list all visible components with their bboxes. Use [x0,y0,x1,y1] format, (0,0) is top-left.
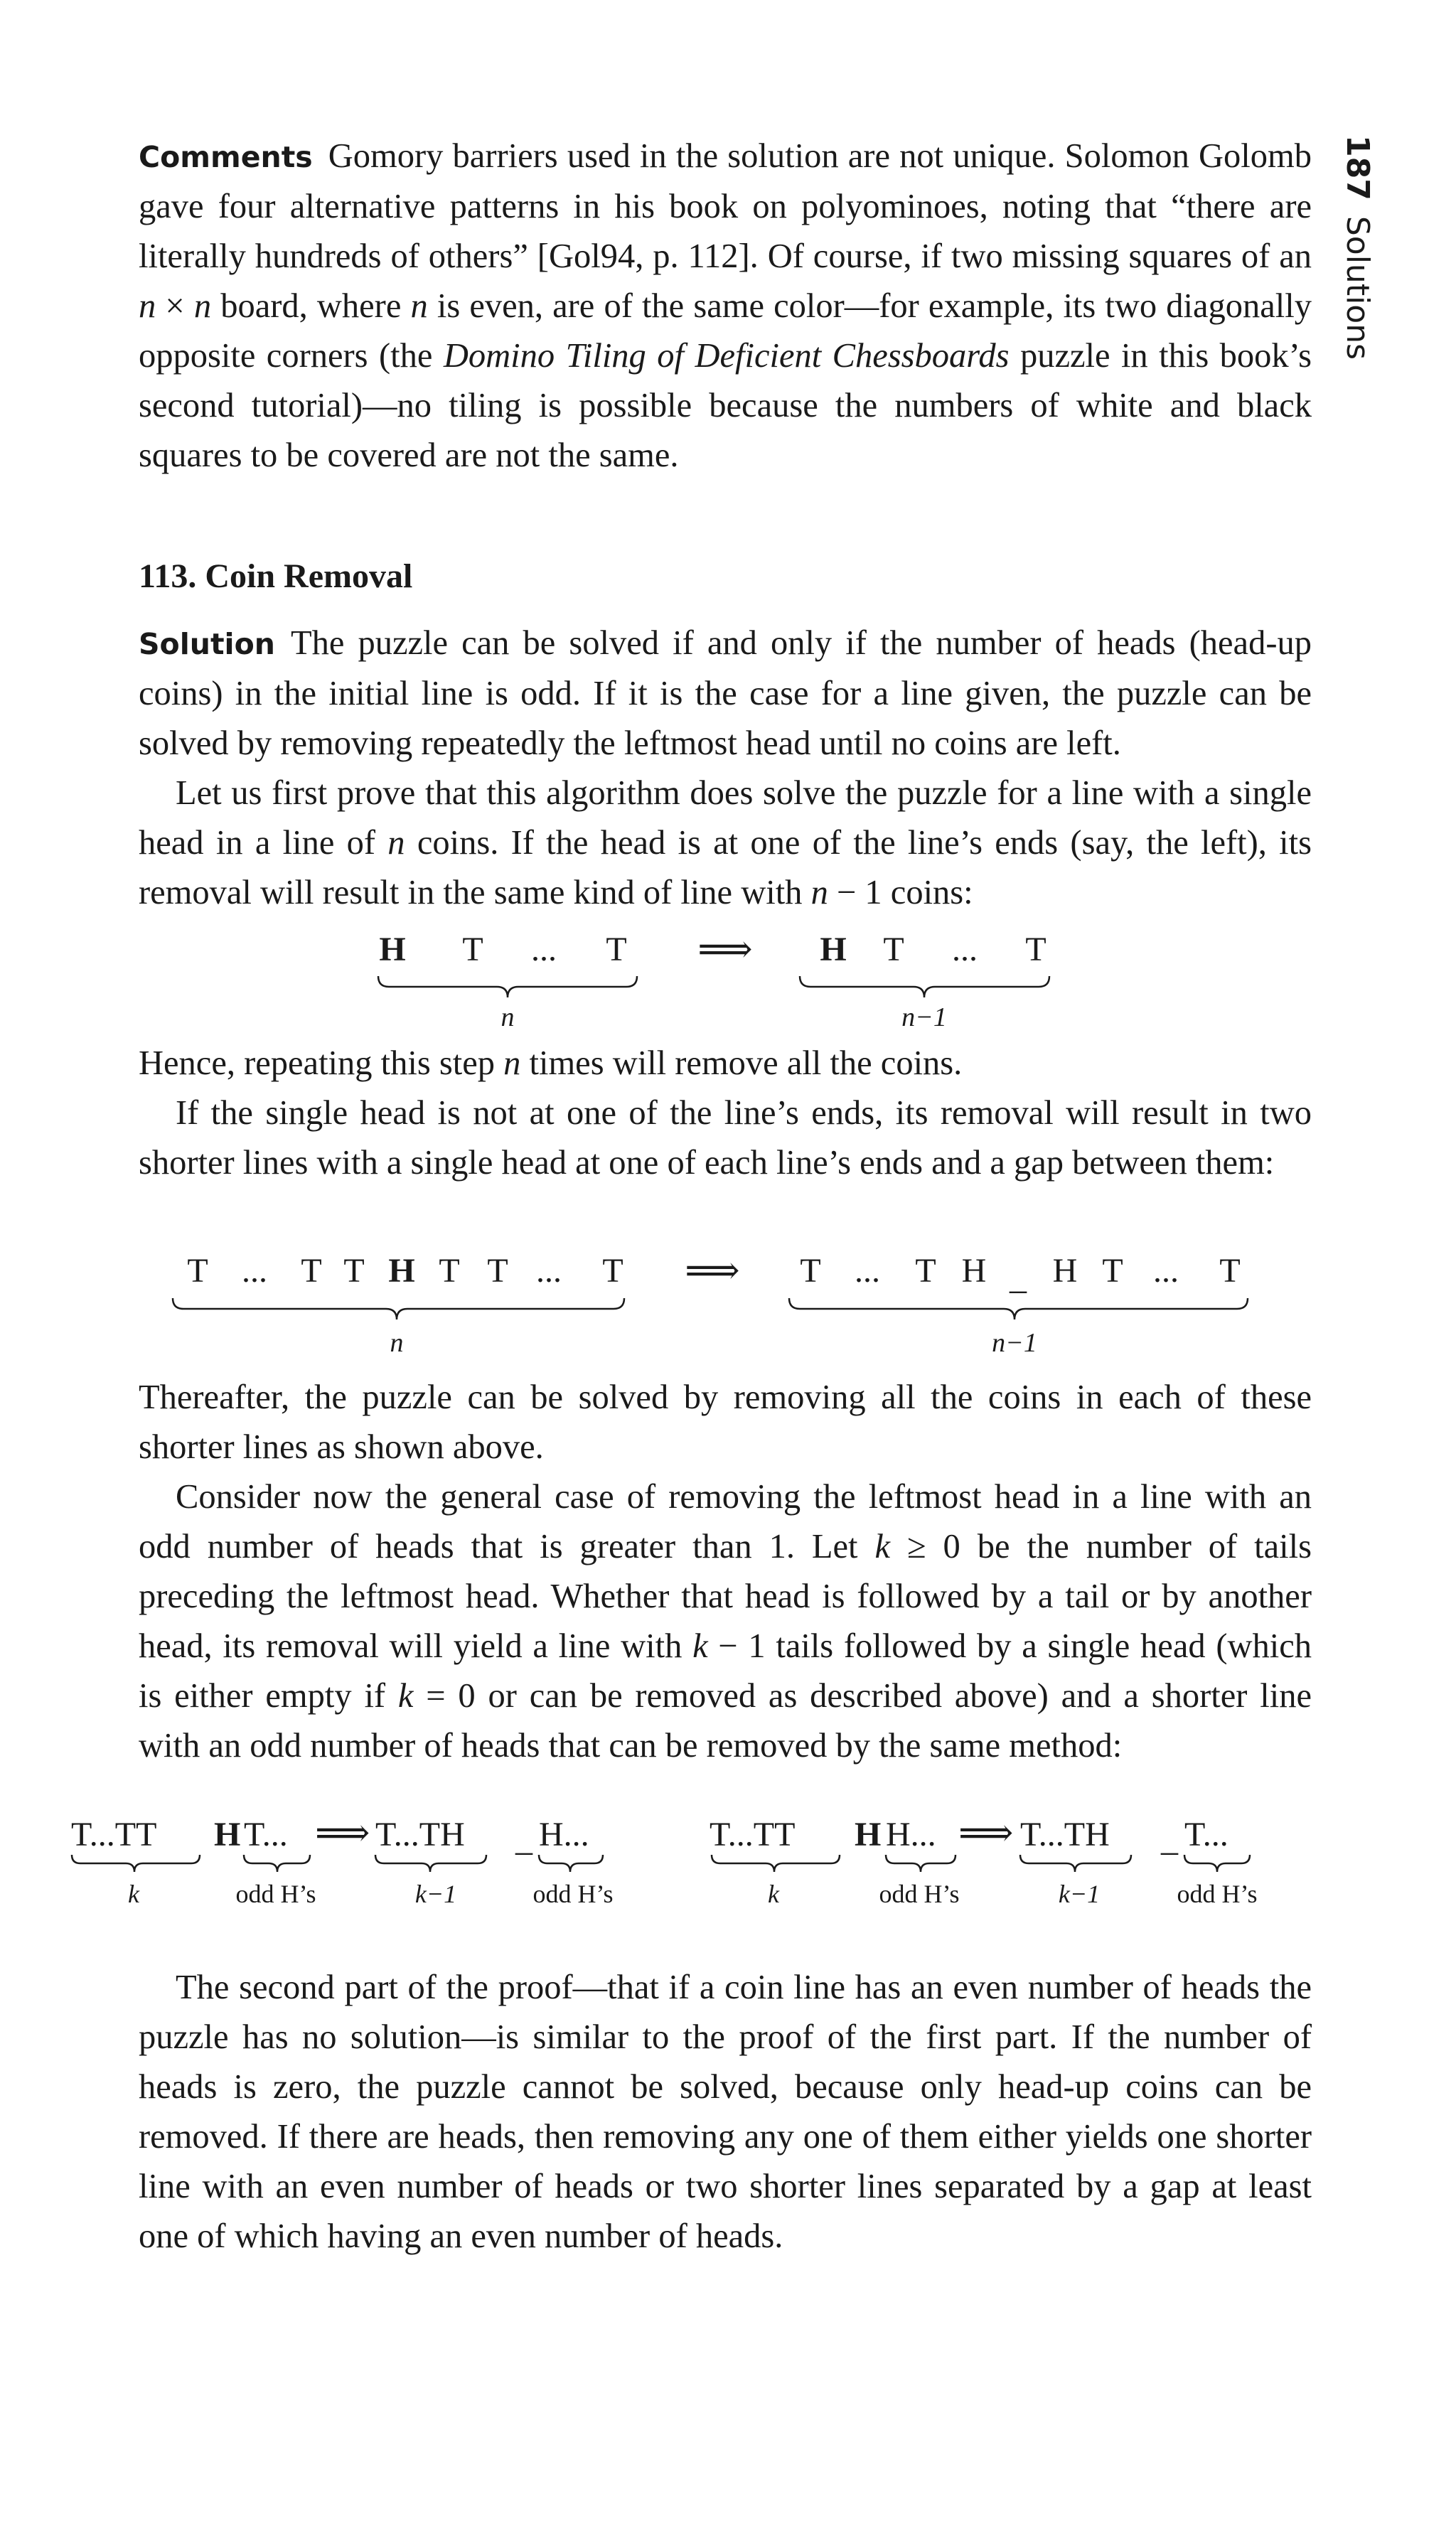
d3-d-brace-odd [1184,1855,1250,1872]
d3-c-left: T...TT [710,1816,796,1853]
d3-c-right: H... [886,1816,936,1853]
d3-arrow-2: ⟹ [958,1811,1014,1854]
d1-right-dots: ... [952,931,978,968]
d3-d-gap: _ [1161,1821,1178,1858]
d2-right-h2: H [1052,1252,1078,1290]
d1-right-head: H [820,931,847,968]
d3-d-left: T...TH [1020,1816,1110,1853]
page-content [71,114,1312,2261]
d3-b-brace-odd [539,1855,603,1872]
d2-right-brace [789,1298,1248,1319]
d1-left-head: H [379,931,406,968]
d2-left-t1: T [187,1252,208,1290]
d2-left-label: n [390,1328,404,1358]
d2-left-dots1: ... [242,1252,267,1290]
d3-d-label-k1: k−1 [1058,1880,1101,1908]
d2-arrow: ⟹ [685,1249,740,1292]
d3-a-label-k: k [128,1880,139,1908]
d1-right-brace [800,976,1049,997]
d2-left-dots2: ... [536,1252,562,1290]
d2-right-t2: T [915,1252,936,1290]
d3-a-head: H [214,1816,241,1853]
d3-b-label-k1: k−1 [414,1880,457,1908]
diagram-general-case-svg [70,1771,1321,1963]
solution-paragraph-6: Consider now the general case of removing the leftmost head in a line with an odd number of heads that is greater than 1. Let k ≥ 0 be the number of tails preceding the leftmost head. Whether that head is followed by a tail or by another head, its removal will yield a line with k − 1 tails followed by a single head (which is either empty if k = 0 or can be removed as described above) and a shorter line with an odd number of heads that can be removed by the same method: [139,1478,1312,1765]
d3-d-brace-k1 [1020,1855,1131,1872]
d3-b-right: H... [539,1816,589,1853]
d1-right-label: n−1 [901,1002,947,1032]
d3-c-head: H [855,1816,882,1853]
d2-right-label: n−1 [992,1328,1037,1358]
diagram-end-head-svg [139,918,1312,1039]
diagram-middle-head [139,1188,1312,1373]
solution-label: Solution [139,627,275,661]
d1-left-tail-end: T [606,931,627,968]
diagram-end-head [139,918,1312,1039]
page-number: 187 [1339,135,1376,200]
d2-left-head: H [388,1252,415,1290]
d3-d-label-odd: odd H’s [1177,1880,1258,1908]
d1-left-label: n [500,1002,515,1032]
d2-right-dots1: ... [855,1252,880,1290]
d3-c-brace-k [712,1855,840,1872]
d3-c-brace-odd [886,1855,956,1872]
d2-left-t2: T [301,1252,322,1290]
d2-left-t5: T [487,1252,508,1290]
d3-arrow-1: ⟹ [315,1811,370,1854]
comments-paragraph: Comments Gomory barriers used in the solution are not unique. Solomon Golomb gave four alternative patterns in his book on polyominoes, noting that “there are literally hundreds of others” [Gol94, p. 112]. Of course, if two missing squares of an n × n board, where n is even, are of the same color—for example, its two diagonally opposite corners (the Domino Tiling of Deficient Chessboards puzzle in this book’s second tutorial)—no tiling is possible because the numbers of white and black squares to be covered are not the same. [139,137,1312,474]
d3-a-label-odd: odd H’s [235,1880,316,1908]
d3-a-brace-k [72,1855,200,1872]
solution-paragraph-2: Let us first prove that this algorithm does solve the puzzle for a line with a single head in a line of n coins. If the head is at one of the line’s ends (say, the left), its removal will result in the same kind of line with n − 1 coins: [139,774,1312,911]
d1-left-dots: ... [531,931,557,968]
diagram-general-case [70,1771,1321,1963]
d2-left-brace [173,1298,624,1319]
d3-c-label-odd: odd H’s [879,1880,960,1908]
d2-right-dots2: ... [1153,1252,1179,1290]
d2-right-t1: T [800,1252,821,1290]
d1-left-brace [378,976,637,997]
d1-arrow: ⟹ [697,928,753,970]
d2-right-h1: H [961,1252,987,1290]
d3-a-left: T...TT [71,1816,157,1853]
d2-gap: _ [1010,1259,1027,1297]
section-heading [139,552,1312,601]
d2-left-t4: T [439,1252,460,1290]
comments-label: Comments [139,140,313,174]
d3-d-right: T... [1184,1816,1228,1853]
solution-paragraph-7: The second part of the proof—that if a coin line has an even number of heads the puzzle has no solution—is similar to the proof of the first part. If the number of heads is zero, the puzzle cannot be solved, because only head-up coins can be removed. If there are heads, then removing any one of them either yields one shorter line with an even number of heads or two shorter lines separated by a gap at least one of which having an even number of heads. [139,1969,1312,2255]
section-title: Coin Removal [205,557,413,595]
solution-paragraph-1: Solution The puzzle can be solved if and only if the number of heads (head-up coins) in the initial line is odd. If it is the case for a line given, the puzzle can be solved by removing repeatedly the leftmost head until no coins are left. [139,624,1312,762]
d2-right-t4: T [1219,1252,1241,1290]
d1-right-tail-end: T [1025,931,1046,968]
d3-b-left: T...TH [375,1816,465,1853]
d3-b-brace-k1 [375,1855,486,1872]
d3-b-label-odd: odd H’s [532,1880,614,1908]
d3-b-gap: _ [515,1821,532,1858]
d2-left-t3: T [343,1252,365,1290]
running-section: Solutions [1339,215,1376,360]
diagram-middle-head-svg [139,1188,1312,1373]
d1-left-tail: T [462,931,483,968]
d3-c-label-k: k [768,1880,779,1908]
solution-paragraph-5: Thereafter, the puzzle can be solved by removing all the coins in each of these shorter lines as shown above. [139,1378,1312,1466]
section-number: 113. [139,557,197,595]
puzzle-title: Domino Tiling of Deficient Chessboards [443,337,1010,375]
d3-a-right: T... [244,1816,288,1853]
solution-paragraph-4: If the single head is not at one of the line’s ends, its removal will result in two shorter lines with a single head at one of each line’s ends and a gap between them: [139,1094,1312,1182]
d1-right-tail: T [883,931,904,968]
d2-left-t6: T [602,1252,623,1290]
d2-right-t3: T [1102,1252,1123,1290]
d3-a-brace-odd [244,1855,310,1872]
solution-paragraph-3: Hence, repeating this step n times will remove all the coins. [139,1044,963,1082]
